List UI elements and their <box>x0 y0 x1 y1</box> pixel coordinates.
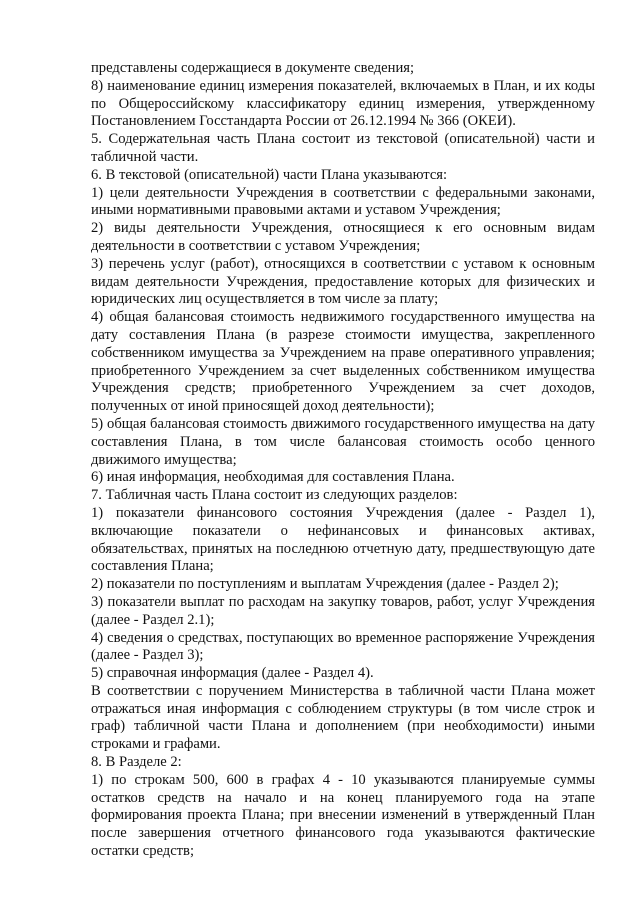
paragraph: 1) цели деятельности Учреждения в соответствии с федеральными законами, иными нормативными правовыми актами и уставом Учреждения; <box>91 184 595 219</box>
paragraph: 5. Содержательная часть Плана состоит из текстовой (описательной) части и табличной части. <box>91 131 595 165</box>
paragraph: В соответствии с поручением Министерства в табличной части Плана может отражаться иная информация с соблюдением структуры (в том числе строк и граф) табличной части Плана и дополнением (при необходимости) иными строками и графами. <box>91 682 595 753</box>
paragraph: 2) показатели по поступлениям и выплатам Учреждения (далее - Раздел 2); <box>91 576 559 593</box>
paragraph: 8) наименование единиц измерения показателей, включаемых в План, и их коды по Общероссийскому классификатору единиц измерения, утвержденному Постановлением Госстандарта России от 26.12.1994 № 366 (ОКЕИ). <box>91 77 595 130</box>
paragraph: 6) иная информация, необходимая для составления Плана. <box>91 469 455 486</box>
document-page <box>91 60 595 861</box>
paragraph: 5) общая балансовая стоимость движимого государственного имущества на дату составления Плана, в том числе балансовая стоимость особо ценного движимого имущества; <box>91 415 595 468</box>
paragraph: 1) показатели финансового состояния Учреждения (далее - Раздел 1), включающие показатели о нефинансовых и финансовых активах, обязательствах, принятых на последнюю отчетную дату, предшествующую дате составления Плана; <box>91 504 595 575</box>
paragraph: 3) показатели выплат по расходам на закупку товаров, работ, услуг Учреждения (далее - Раздел 2.1); <box>91 593 595 628</box>
paragraph: 8. В Разделе 2: <box>91 754 182 771</box>
paragraph: 1) по строкам 500, 600 в графах 4 - 10 указываются планируемые суммы остатков средств на начало и на конец планируемого года на этапе формирования проекта Плана; при внесении изменений в утвержденный План после завершения отчетного финансового года указываются фактические остатки средств; <box>91 771 595 860</box>
paragraph: 7. Табличная часть Плана состоит из следующих разделов: <box>91 487 458 504</box>
paragraph: 4) общая балансовая стоимость недвижимого государственного имущества на дату составления Плана (в разрезе стоимости имущества, закрепленного собственником имущества за Учреждением на праве оперативного управления; приобретенного Учреждением за счет выделенных собственником имущества Учреждения средств; приобретенного Учреждением за счет доходов, полученных от иной приносящей доход деятельности); <box>91 309 595 415</box>
paragraph: 4) сведения о средствах, поступающих во временное распоряжение Учреждения (далее - Раздел 3); <box>91 629 595 664</box>
paragraph: 5) справочная информация (далее - Раздел 4). <box>91 665 374 682</box>
paragraph: 2) виды деятельности Учреждения, относящиеся к его основным видам деятельности в соответствии с уставом Учреждения; <box>91 220 595 254</box>
paragraph: 6. В текстовой (описательной) части Плана указываются: <box>91 166 448 183</box>
paragraph: представлены содержащиеся в документе сведения; <box>91 60 415 76</box>
paragraph: 3) перечень услуг (работ), относящихся в соответствии с уставом к основным видам деятельности Учреждения, предоставление которых для физических и юридических лиц осуществляется в том числе за плату; <box>91 255 595 308</box>
